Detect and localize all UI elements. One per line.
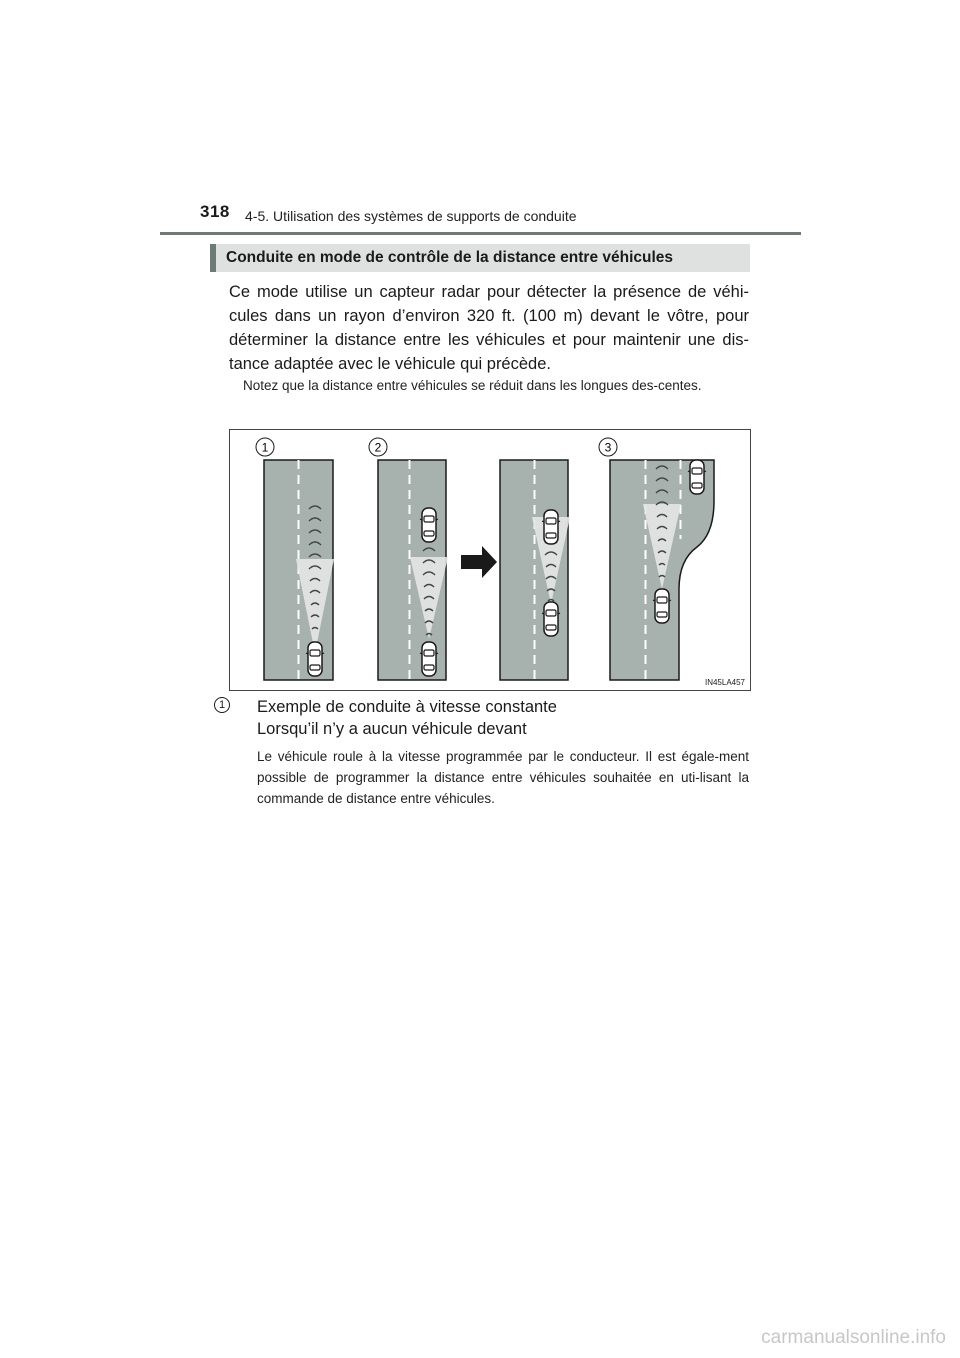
own-car-scene-1	[306, 642, 324, 676]
section-path: 4-5. Utilisation des systèmes de supports de conduite	[245, 208, 577, 224]
preceding-car-scene-3	[542, 510, 560, 544]
own-car-scene-2	[420, 642, 438, 676]
scene-marker-2-label: 2	[374, 440, 382, 455]
note-paragraph: Notez que la distance entre véhicules se réduit dans les longues des-centes.	[243, 378, 702, 393]
preceding-car-scene-2	[420, 508, 438, 542]
header-rule	[160, 232, 801, 235]
intro-paragraph: Ce mode utilise un capteur radar pour détecter la présence de véhi-cules dans un rayon d’environ 320 ft. (100 m) devant le vôtre, pour déterminer la distance entre les véhicules et pour maintenir une dis-tance adaptée avec le véhicule qui précède.	[229, 283, 749, 373]
item-subtitle: Lorsqu’il n’y a aucun véhicule devant	[257, 720, 527, 738]
scene-marker-1-label: 1	[261, 440, 269, 455]
item-title: Exemple de conduite à vitesse constante	[257, 698, 557, 716]
item-body: Le véhicule roule à la vitesse programmée par le conducteur. Il est égale-ment possible de programmer la distance entre véhicules souhaitée en uti-lisant la commande de distance entre véhicules.	[257, 749, 749, 806]
own-car-scene-4	[653, 589, 671, 623]
section-heading: Conduite en mode de contrôle de la distance entre véhicules	[210, 244, 750, 272]
scene-marker-3-label: 3	[604, 440, 612, 455]
distance-control-illustration	[229, 429, 751, 691]
own-car-scene-3	[542, 602, 560, 636]
watermark: carmanualsonline.info	[761, 1327, 946, 1348]
merging-car-scene-4	[688, 460, 706, 494]
item-marker-1: 1	[214, 697, 230, 713]
figure-code: IN45LA457	[704, 678, 745, 687]
page-number: 318	[200, 202, 230, 221]
